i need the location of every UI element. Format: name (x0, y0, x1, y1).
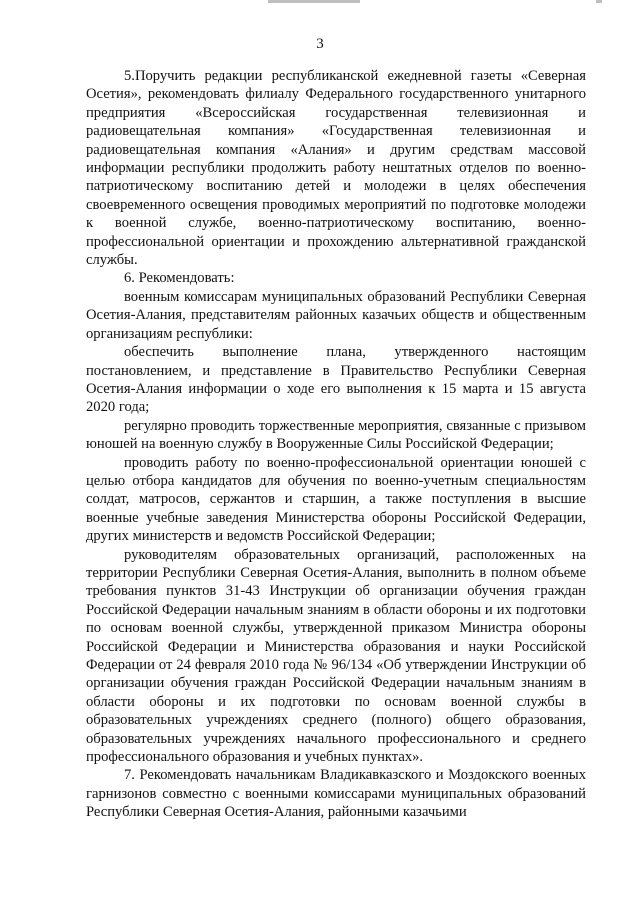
paragraph-ensure-plan: обеспечить выполнение плана, утвержденного настоящим постановлением, и представление в Правительство Республики Северная Осетия-Алания информации о ходе его выполнения к 15 марта и 15 августа 2020 года; (86, 344, 586, 416)
paragraph-item-5: 5.Поручить редакции республиканской ежедневной газеты «Северная Осетия», рекомендовать филиалу Федерального государственного унитарного предприятия «Всероссийская государственная телевизионная и радиовещательная компания» «Государственная телевизионная и радиовещательная компания «Алания» и другим средствам массовой информации республики продолжить работу нештатных отделов по военно-патриотическому воспитанию детей и молодежи в целях обеспечения своевременного освещения проводимых мероприятий по подготовке молодежи к военной службе, военно-патриотическому воспитанию, военно-профессиональной ориентации и прохождению альтернативной гражданской службы. (86, 68, 586, 269)
paragraph-item-6-heading: 6. Рекомендовать: (124, 270, 235, 287)
paragraph-ceremonies: регулярно проводить торжественные мероприятия, связанные с призывом юношей на военную службу в Вооруженные Силы Российской Федерации; (86, 417, 586, 453)
paragraph-education-heads: руководителям образовательных организаций, расположенных на территории Республики Северная Осетия-Алания, выполнить в полном объеме требования пунктов 31-43 Инструкции об организации обучения граждан Российской Федерации начальным знаниям в области обороны и их подготовки по основам военной службы, утвержденной приказом Министра обороны Российской Федерации и Министерства образования и науки Российской Федерации от 24 февраля 2010 года № 96/134 «Об утверждении Инструкции об организации обучения граждан Российской Федерации начальным знаниям в области обороны и их подготовки по основам военной службы в образовательных учреждениях среднего (полного) общего образования, образовательных учреждениях начального профессионального и среднего профессионального образования и учебных пунктах». (86, 546, 586, 766)
paragraph-military-commissars: военным комиссарам муниципальных образований Республики Северная Осетия-Алания, представителям районных казачьих обществ и общественным организациям республики: (86, 288, 586, 342)
page-number: 3 (316, 36, 324, 52)
scan-artifact-mark-right (596, 0, 602, 3)
paragraph-item-7: 7. Рекомендовать начальникам Владикавказского и Моздокского военных гарнизонов совместно с военными комиссарами муниципальных образований Республики Северная Осетия-Алания, районными казачьими (86, 767, 586, 821)
document-body (86, 67, 586, 822)
paragraph-career-orientation: проводить работу по военно-профессиональной ориентации юношей с целью отбора кандидатов для обучения по военно-учетным специальностям солдат, матросов, сержантов и старшин, а также поступления в высшие военные учебные заведения Министерства обороны Российской Федерации, других министерств и ведомств Российской Федерации; (86, 454, 586, 545)
scan-artifact-mark (268, 0, 360, 3)
